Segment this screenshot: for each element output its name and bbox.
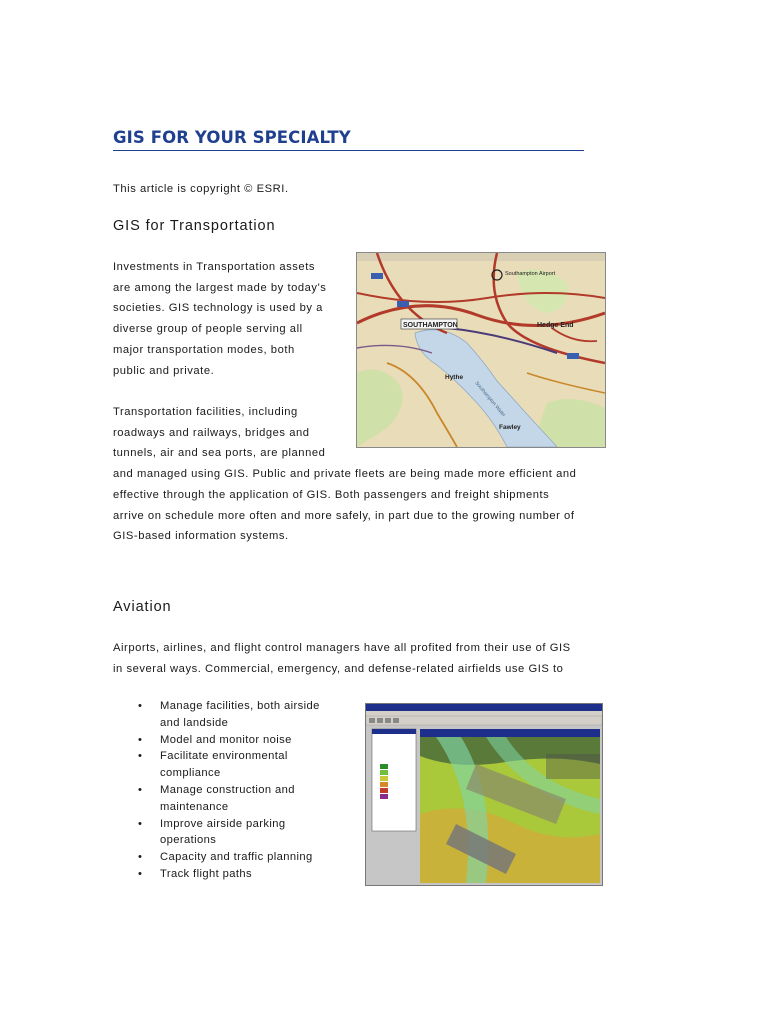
map-label-southampton: SOUTHAMPTON [403,322,458,329]
list-item: • Manage construction and [138,782,320,799]
aviation-heading: Aviation [113,599,172,615]
map-graphic [357,253,605,447]
list-item: • Manage facilities, both airside [138,698,320,715]
list-item: • Track flight paths [138,866,320,883]
text-line: major transportation modes, both [113,343,295,356]
map-label-hedge-end: Hedge End [537,322,574,329]
list-item: and landside [160,716,229,729]
copyright-notice: This article is copyright © ESRI. [113,183,289,195]
text-line: Airports, airlines, and flight control managers have all profited from their use of GIS [113,642,571,654]
text-line: GIS-based information systems. [113,530,289,543]
text-line: roadways and railways, bridges and [113,426,310,439]
app-screenshot-graphic [366,704,602,885]
text-line: and managed using GIS. Public and private fleets are being made more efficient and [113,468,577,481]
text-line: tunnels, air and sea ports, are planned [113,447,326,460]
list-item: maintenance [160,800,229,813]
list-item: compliance [160,767,221,780]
text-line: public and private. [113,364,215,377]
text-line: diverse group of people serving all [113,323,303,336]
text-line: Transportation facilities, including [113,406,298,418]
map-label-airport: Southampton Airport [505,271,556,277]
transportation-heading: GIS for Transportation [113,218,276,234]
aviation-intro [113,638,571,679]
text-line: in several ways. Commercial, emergency, and defense-related airfields use GIS to [113,662,564,675]
text-line: are among the largest made by today's [113,281,327,294]
list-item: • Facilitate environmental [138,748,320,765]
text-line: Investments in Transportation assets [113,261,315,273]
list-item: • Improve airside parking [138,816,320,833]
transportation-map-image [356,252,606,448]
text-line: arrive on schedule more often and more safely, in part due to the growing number of [113,509,575,522]
text-line: effective through the application of GIS. Both passengers and freight shipments [113,488,550,501]
title-divider [113,150,584,151]
aviation-bullet-list [138,698,320,883]
map-label-hythe: Hythe [445,374,464,381]
page-title: GIS FOR YOUR SPECIALTY [113,128,351,147]
map-label-fawley: Fawley [499,424,521,431]
aviation-screenshot-image [365,703,603,886]
list-item: operations [160,834,217,847]
map-label-water: Southampton Water [473,380,507,419]
list-item: • Capacity and traffic planning [138,849,320,866]
list-item: • Model and monitor noise [138,732,320,749]
text-line: societies. GIS technology is used by a [113,302,323,315]
transportation-paragraph-1 [113,257,326,381]
